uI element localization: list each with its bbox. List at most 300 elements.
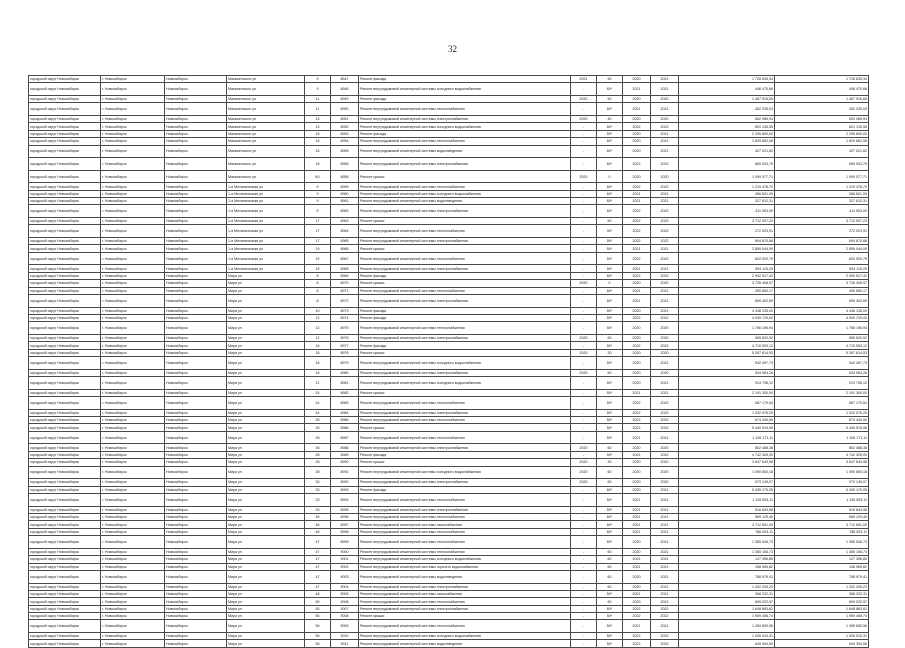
table-row [29, 342, 869, 349]
table-row [29, 138, 869, 145]
cell-end-year: 2021 [651, 620, 679, 633]
cell-municipality: городской округ Новосибирск [29, 369, 101, 376]
cell-planned-year: - [571, 103, 597, 116]
cell-city: Новосибирск [165, 521, 227, 528]
cell-end-year: 2021 [651, 76, 679, 83]
cell-municipality: городской округ Новосибирск [29, 95, 101, 102]
cell-work-type: Ремонт крыши [359, 349, 571, 356]
cell-planned-year: - [571, 570, 597, 583]
cell-fund-cost: 5 435 179,05 [775, 486, 869, 493]
cell-start-year: 2021 [623, 190, 651, 197]
cell-street: Мира ул [227, 424, 305, 431]
cell-municipality: городской округ Новосибирск [29, 252, 101, 265]
cell-municipality: городской округ Новосибирск [29, 556, 101, 563]
table-row [29, 190, 869, 197]
cell-street: Магаженского ул [227, 123, 305, 130]
cell-fund-cost: 2 295 800,00 [775, 130, 869, 137]
cell-municipality: городской округ Новосибирск [29, 334, 101, 341]
cell-house-number: 56 [305, 633, 331, 640]
cell-work-type: Ремонт внутридомовой инженерной системы холодного водоснабжения [359, 556, 571, 563]
cell-total-cost: 802 488,38 [679, 444, 775, 451]
cell-total-cost: 1 829 662,08 [679, 138, 775, 145]
cell-record-id: 8955 [331, 145, 359, 158]
cell-municipality: городской округ Новосибирск [29, 245, 101, 252]
cell-total-cost: 1 766 196,94 [679, 322, 775, 335]
cell-locality: г. Новосибирск [101, 431, 165, 444]
cell-street: Мира ул [227, 451, 305, 458]
cell-city: Новосибирск [165, 103, 227, 116]
table-row [29, 486, 869, 493]
cell-planned-year: - [571, 451, 597, 458]
cell-work-type: Ремонт фасада [359, 130, 571, 137]
cell-record-id: 8988 [331, 444, 359, 451]
table-row [29, 123, 869, 130]
cell-planned-year: - [571, 145, 597, 158]
cell-record-id: 8968 [331, 265, 359, 272]
cell-fund-cost: 452 235,03 [775, 103, 869, 116]
cell-house-number: 47 [305, 563, 331, 570]
cell-planned-year: - [571, 494, 597, 507]
cell-start-year: 2021 [623, 494, 651, 507]
cell-total-cost: 534 964,26 [679, 369, 775, 376]
cell-fund-cost: 1 365 106,73 [775, 548, 869, 555]
cell-planned-year: - [571, 640, 597, 647]
table-row [29, 295, 869, 308]
cell-planned-year: 2020 [571, 466, 597, 479]
cell-house-number: 47 [305, 583, 331, 590]
cell-fund-cost: 913 798,12 [775, 377, 869, 390]
cell-work-type: Ремонт внутридомовой инженерной системы электроснабжения [359, 205, 571, 218]
cell-house-number: 17 [305, 225, 331, 238]
cell-wear-percent: 50* [597, 130, 623, 137]
cell-wear-percent: 60 [597, 479, 623, 486]
table-row [29, 357, 869, 370]
cell-house-number: 47 [305, 556, 331, 563]
cell-city: Новосибирск [165, 357, 227, 370]
cell-start-year: 2020 [623, 115, 651, 122]
cell-fund-cost: 3 647 643,98 [775, 459, 869, 466]
cell-end-year: 2021 [651, 287, 679, 294]
cell-record-id: 9003 [331, 570, 359, 583]
cell-house-number: 21 [305, 377, 331, 390]
cell-total-cost: 3 712 651,00 [679, 521, 775, 528]
cell-municipality: городской округ Новосибирск [29, 322, 101, 335]
cell-total-cost: 427 021,62 [679, 145, 775, 158]
cell-fund-cost: 368 332,31 [775, 590, 869, 597]
cell-city: Новосибирск [165, 280, 227, 287]
cell-planned-year: - [571, 252, 597, 265]
cell-locality: г. Новосибирск [101, 506, 165, 513]
cell-locality: г. Новосибирск [101, 514, 165, 521]
cell-end-year: 2021 [651, 130, 679, 137]
cell-end-year: 2021 [651, 556, 679, 563]
cell-planned-year: - [571, 238, 597, 245]
cell-house-number: 9 [305, 205, 331, 218]
cell-street: Мира ул [227, 633, 305, 640]
cell-locality: г. Новосибирск [101, 295, 165, 308]
cell-wear-percent: 60* [597, 103, 623, 116]
table-row [29, 238, 869, 245]
cell-total-cost: 272 023,91 [679, 225, 775, 238]
cell-locality: г. Новосибирск [101, 76, 165, 83]
cell-street: Мира ул [227, 322, 305, 335]
cell-street: Магаженского ул [227, 145, 305, 158]
cell-locality: г. Новосибирск [101, 583, 165, 590]
cell-planned-year: - [571, 424, 597, 431]
cell-house-number: 9 [305, 76, 331, 83]
cell-locality: г. Новосибирск [101, 494, 165, 507]
cell-city: Новосибирск [165, 190, 227, 197]
cell-record-id: 8970 [331, 280, 359, 287]
table-row [29, 528, 869, 535]
table-row [29, 536, 869, 549]
cell-wear-percent: 60 [597, 598, 623, 605]
cell-municipality: городской округ Новосибирск [29, 280, 101, 287]
table-row [29, 605, 869, 612]
cell-city: Новосибирск [165, 556, 227, 563]
cell-fund-cost: 1 135 593,11 [775, 494, 869, 507]
cell-house-number: 28 [305, 466, 331, 479]
cell-wear-percent: 60* [597, 205, 623, 218]
cell-wear-percent: 50* [597, 265, 623, 272]
cell-total-cost: 594 115,29 [679, 265, 775, 272]
cell-wear-percent: 30 [597, 459, 623, 466]
cell-record-id: 9005 [331, 590, 359, 597]
cell-wear-percent: 60* [597, 295, 623, 308]
cell-record-id: 8960 [331, 190, 359, 197]
table-row [29, 563, 869, 570]
cell-municipality: городской округ Новосибирск [29, 514, 101, 521]
cell-planned-year: 2020 [571, 369, 597, 376]
cell-house-number: 9 [305, 198, 331, 205]
cell-work-type: Ремонт внутридомовой инженерной системы холодного водоснабжения [359, 357, 571, 370]
cell-city: Новосибирск [165, 252, 227, 265]
cell-locality: г. Новосибирск [101, 170, 165, 183]
cell-end-year: 2021 [651, 103, 679, 116]
table-row [29, 514, 869, 521]
cell-municipality: городской округ Новосибирск [29, 123, 101, 130]
cell-house-number: 13 [305, 123, 331, 130]
cell-house-number: 28 [305, 459, 331, 466]
cell-start-year: 2021 [623, 563, 651, 570]
cell-city: Новосибирск [165, 349, 227, 356]
cell-record-id: 8999 [331, 536, 359, 549]
table-row [29, 170, 869, 183]
cell-work-type: Ремонт внутридомовой инженерной системы теплоснабжения [359, 620, 571, 633]
cell-municipality: городской округ Новосибирск [29, 225, 101, 238]
cell-fund-cost: 4 742 325,00 [775, 451, 869, 458]
cell-end-year: 2020 [651, 369, 679, 376]
cell-house-number: 13 [305, 115, 331, 122]
cell-end-year: 2020 [651, 459, 679, 466]
cell-work-type: Ремонт фасада [359, 76, 571, 83]
cell-municipality: городской округ Новосибирск [29, 307, 101, 314]
cell-city: Новосибирск [165, 397, 227, 410]
cell-end-year: 2022 [651, 417, 679, 424]
cell-wear-percent: 50* [597, 377, 623, 390]
cell-end-year: 2021 [651, 536, 679, 549]
cell-fund-cost: 534 964,26 [775, 369, 869, 376]
cell-end-year: 2022 [651, 158, 679, 171]
cell-fund-cost: 1 090 800,18 [775, 466, 869, 479]
cell-planned-year: - [571, 417, 597, 424]
cell-start-year: 2020 [623, 570, 651, 583]
cell-start-year: 2021 [623, 528, 651, 535]
cell-work-type: Ремонт внутридомовой инженерной системы горячего водоснабжения [359, 563, 571, 570]
cell-locality: г. Новосибирск [101, 377, 165, 390]
cell-work-type: Ремонт внутридомовой инженерной системы электроснабжения [359, 506, 571, 513]
cell-work-type: Ремонт внутридомовой инженерной системы электроснабжения [359, 158, 571, 171]
cell-end-year: 2021 [651, 548, 679, 555]
cell-planned-year: - [571, 307, 597, 314]
cell-street: Мира ул [227, 349, 305, 356]
cell-wear-percent: 60* [597, 272, 623, 279]
cell-total-cost: 158 965,82 [679, 563, 775, 570]
cell-house-number: 15 [305, 130, 331, 137]
cell-planned-year: - [571, 322, 597, 335]
table-row [29, 466, 869, 479]
cell-municipality: городской округ Новосибирск [29, 190, 101, 197]
cell-municipality: городской округ Новосибирск [29, 76, 101, 83]
cell-municipality: городской округ Новосибирск [29, 198, 101, 205]
cell-record-id: 9002 [331, 563, 359, 570]
cell-city: Новосибирск [165, 620, 227, 633]
cell-municipality: городской округ Новосибирск [29, 115, 101, 122]
cell-wear-percent: 60 [597, 583, 623, 590]
cell-fund-cost: 4 438 135,00 [775, 307, 869, 314]
cell-fund-cost: 516 843,98 [775, 506, 869, 513]
cell-fund-cost: 674 440,50 [775, 417, 869, 424]
cell-total-cost: 452 235,03 [679, 103, 775, 116]
cell-street: Мира ул [227, 280, 305, 287]
cell-municipality: городской округ Новосибирск [29, 590, 101, 597]
cell-wear-percent: 60* [597, 198, 623, 205]
table-row [29, 620, 869, 633]
cell-work-type: Ремонт внутридомовой инженерной системы теплоснабжения [359, 598, 571, 605]
cell-end-year: 2020 [651, 349, 679, 356]
cell-total-cost: 2 859 044,09 [679, 245, 775, 252]
cell-record-id: 8977 [331, 342, 359, 349]
cell-planned-year: - [571, 528, 597, 535]
cell-start-year: 2020 [623, 459, 651, 466]
cell-street: Мира ул [227, 357, 305, 370]
cell-municipality: городской округ Новосибирск [29, 417, 101, 424]
cell-planned-year: - [571, 548, 597, 555]
cell-city: Новосибирск [165, 198, 227, 205]
cell-house-number: 16 [305, 145, 331, 158]
cell-end-year: 2020 [651, 479, 679, 486]
table-row [29, 198, 869, 205]
table-row [29, 494, 869, 507]
cell-wear-percent: 60 [597, 548, 623, 555]
cell-start-year: 2020 [623, 486, 651, 493]
cell-planned-year: - [571, 409, 597, 416]
cell-work-type: Ремонт внутридомовой инженерной системы теплоснабжения [359, 548, 571, 555]
cell-record-id: 8995 [331, 506, 359, 513]
cell-record-id: 8953 [331, 130, 359, 137]
cell-municipality: городской округ Новосибирск [29, 238, 101, 245]
cell-city: Новосибирск [165, 389, 227, 396]
cell-work-type: Ремонт внутридомовой инженерной системы водоотведения [359, 198, 571, 205]
capital-repair-table-container [28, 75, 868, 648]
table-row [29, 521, 869, 528]
cell-street: 1-я Механическая ул [227, 245, 305, 252]
cell-locality: г. Новосибирск [101, 95, 165, 102]
cell-street: Магаженского ул [227, 83, 305, 96]
cell-work-type: Ремонт внутридомовой инженерной системы холодного водоснабжения [359, 466, 571, 479]
cell-record-id: 8965 [331, 238, 359, 245]
cell-house-number: 26 [305, 444, 331, 451]
cell-city: Новосибирск [165, 431, 227, 444]
cell-city: Новосибирск [165, 633, 227, 640]
cell-planned-year: - [571, 218, 597, 225]
cell-work-type: Ремонт фасада [359, 307, 571, 314]
cell-record-id: 8983 [331, 397, 359, 410]
cell-planned-year: - [571, 486, 597, 493]
cell-city: Новосибирск [165, 295, 227, 308]
cell-street: 1-я Механическая ул [227, 252, 305, 265]
cell-planned-year: - [571, 536, 597, 549]
cell-record-id: 8993 [331, 486, 359, 493]
cell-fund-cost: 1 648 883,62 [775, 605, 869, 612]
table-row [29, 287, 869, 294]
cell-total-cost: 1 648 883,62 [679, 605, 775, 612]
cell-start-year: 2020 [623, 536, 651, 549]
cell-work-type: Ремонт крыши [359, 424, 571, 431]
cell-work-type: Ремонт внутридомовой инженерной системы теплоснабжения [359, 252, 571, 265]
cell-end-year: 2022 [651, 640, 679, 647]
cell-planned-year: - [571, 342, 597, 349]
cell-house-number: 46 [305, 521, 331, 528]
table-row [29, 322, 869, 335]
cell-record-id: 8991 [331, 466, 359, 479]
table-row [29, 205, 869, 218]
cell-street: Мира ул [227, 295, 305, 308]
cell-street: Мира ул [227, 377, 305, 390]
cell-record-id: 8964 [331, 225, 359, 238]
cell-work-type: Ремонт фасада [359, 451, 571, 458]
cell-house-number: 47 [305, 536, 331, 549]
cell-street: Мира ул [227, 590, 305, 597]
cell-start-year: 2022 [623, 252, 651, 265]
cell-end-year: 2021 [651, 245, 679, 252]
cell-total-cost: 674 440,50 [679, 417, 775, 424]
cell-locality: г. Новосибирск [101, 280, 165, 287]
cell-city: Новосибирск [165, 314, 227, 321]
cell-locality: г. Новосибирск [101, 205, 165, 218]
cell-total-cost: 127 396,80 [679, 556, 775, 563]
cell-record-id: 8984 [331, 409, 359, 416]
cell-work-type: Ремонт внутридомовой инженерной системы холодного водоснабжения [359, 190, 571, 197]
cell-planned-year: 2020 [571, 444, 597, 451]
cell-wear-percent: 60 [597, 556, 623, 563]
cell-wear-percent: 60 [597, 563, 623, 570]
cell-locality: г. Новосибирск [101, 521, 165, 528]
cell-locality: г. Новосибирск [101, 528, 165, 535]
cell-locality: г. Новосибирск [101, 466, 165, 479]
cell-planned-year: 2020 [571, 115, 597, 122]
cell-total-cost: 516 843,98 [679, 506, 775, 513]
cell-locality: г. Новосибирск [101, 486, 165, 493]
cell-wear-percent: 50* [597, 620, 623, 633]
cell-municipality: городской округ Новосибирск [29, 479, 101, 486]
cell-end-year: 2021 [651, 357, 679, 370]
cell-total-cost: 786 003,11 [679, 528, 775, 535]
cell-street: Мира ул [227, 613, 305, 620]
cell-total-cost: 5 449 519,96 [679, 424, 775, 431]
cell-planned-year: 2020 [571, 459, 597, 466]
cell-street: Магаженского ул [227, 158, 305, 171]
cell-street: Мира ул [227, 459, 305, 466]
cell-start-year: 2021 [623, 506, 651, 513]
cell-fund-cost: 1 202 205,23 [775, 583, 869, 590]
cell-city: Новосибирск [165, 205, 227, 218]
cell-record-id: 8998 [331, 528, 359, 535]
cell-municipality: городской округ Новосибирск [29, 103, 101, 116]
cell-locality: г. Новосибирск [101, 130, 165, 137]
cell-house-number: 24 [305, 409, 331, 416]
cell-house-number: 8 [305, 272, 331, 279]
table-row [29, 369, 869, 376]
table-row [29, 633, 869, 640]
cell-work-type: Ремонт внутридомовой инженерной системы водоотведения [359, 640, 571, 647]
cell-street: 1-я Механическая ул [227, 205, 305, 218]
cell-locality: г. Новосибирск [101, 287, 165, 294]
cell-street: Мира ул [227, 444, 305, 451]
cell-locality: г. Новосибирск [101, 238, 165, 245]
cell-street: Магаженского ул [227, 95, 305, 102]
cell-planned-year: 2020 [571, 95, 597, 102]
cell-fund-cost: 687 179,54 [775, 397, 869, 410]
cell-city: Новосибирск [165, 307, 227, 314]
cell-end-year: 2020 [651, 280, 679, 287]
cell-house-number: 9 [305, 83, 331, 96]
cell-total-cost: 649 394,50 [679, 640, 775, 647]
cell-city: Новосибирск [165, 451, 227, 458]
cell-planned-year: - [571, 183, 597, 190]
cell-wear-percent: 60 [597, 570, 623, 583]
cell-end-year: 2021 [651, 265, 679, 272]
cell-house-number: 11 [305, 95, 331, 102]
cell-record-id: 8972 [331, 295, 359, 308]
cell-end-year: 2021 [651, 528, 679, 535]
cell-street: 1-я Механическая ул [227, 225, 305, 238]
cell-end-year: 2020 [651, 95, 679, 102]
cell-city: Новосибирск [165, 613, 227, 620]
cell-work-type: Ремонт внутридомовой инженерной системы электроснабжения [359, 295, 571, 308]
cell-total-cost: 973 149,07 [679, 479, 775, 486]
cell-wear-percent: 50* [597, 633, 623, 640]
table-row [29, 451, 869, 458]
cell-record-id: 9000 [331, 548, 359, 555]
cell-record-id: 8976 [331, 334, 359, 341]
cell-municipality: городской округ Новосибирск [29, 272, 101, 279]
cell-street: Мира ул [227, 369, 305, 376]
cell-city: Новосибирск [165, 479, 227, 486]
cell-planned-year: - [571, 563, 597, 570]
cell-planned-year: - [571, 357, 597, 370]
cell-start-year: 2020 [623, 357, 651, 370]
cell-end-year: 2022 [651, 397, 679, 410]
cell-wear-percent: 30 [597, 349, 623, 356]
cell-work-type: Ремонт внутридомовой инженерной системы газоснабжения [359, 590, 571, 597]
cell-wear-percent: 60* [597, 83, 623, 96]
cell-municipality: городской округ Новосибирск [29, 83, 101, 96]
cell-start-year: 2020 [623, 369, 651, 376]
cell-end-year: 2021 [651, 514, 679, 521]
cell-fund-cost: 266 601,09 [775, 190, 869, 197]
cell-locality: г. Новосибирск [101, 389, 165, 396]
